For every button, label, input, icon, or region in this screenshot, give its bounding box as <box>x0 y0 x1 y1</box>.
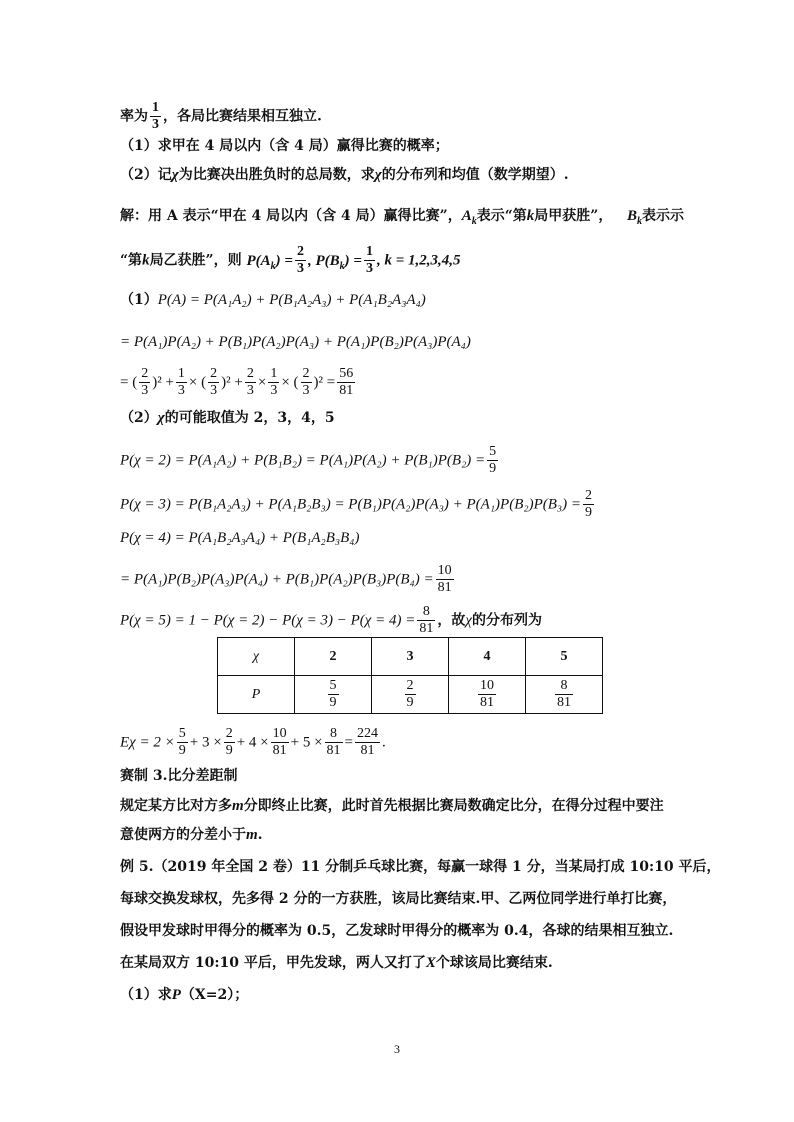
table-row <box>218 676 603 714</box>
text-line: “第k局乙获胜”，则 $P(A_k)$ = $\frac{2}{3}$ , $P(B_k)$ = $\frac{1}{3}$ , k = 1,2,3,4,5 <box>120 244 461 276</box>
table-header-cell: 5 <box>526 638 603 676</box>
text-line: P(χ = 4) = P(A₁B₂A₃A₄) + P(B₁A₂B₃B₄) <box>120 530 360 546</box>
page-number: 3 <box>394 1042 400 1056</box>
text-line: 例 5.（2019 年全国 2 卷）11 分制乒乓球比赛，每赢一球得 1 分，当某局打成 10:10 平后， <box>120 859 721 875</box>
text-line: 规定某方比对方多m分即终止比赛，此时首先根据比赛局数确定比分，在得分过程中要注 <box>120 798 664 814</box>
text-line: = ( $\frac{2}{3}$ )² + $\frac{1}{3}$ × ( $\frac{2}{3}$ )² + $\frac{2}{3}$ × $\frac{1}{3}$ × ( $\frac{2}{3}$ )² = $\frac{56}{81}$ <box>120 366 354 398</box>
text-line: P(χ = 5) = 1 − P(χ = 2) − P(χ = 3) − P(χ = 4) = $\frac{8}{81}$ ，故χ的分布列为 <box>120 604 542 636</box>
text-line: 率为 $\frac{1}{3}$ ，各局比赛结果相互独立. <box>120 100 322 132</box>
section-heading: 赛制 3.比分差距制 <box>120 768 238 784</box>
table-header-cell: 3 <box>372 638 449 676</box>
text-line: 在某局双方 10:10 平后，甲先发球，两人又打了X个球该局比赛结束. <box>120 955 553 971</box>
table-row <box>218 638 603 676</box>
text-line: P(χ = 3) = P(B₁A₂A₃) + P(A₁B₂B₃) = P(B₁)P(A₂)P(A₃) + P(A₁)P(B₂)P(B₃) = $\frac{2}{9}$ <box>120 488 592 520</box>
table-header-cell: 4 <box>449 638 526 676</box>
text-line: Eχ = 2 × $\frac{5}{9}$ + 3 × $\frac{2}{9}$ + 4 × $\frac{10}{81}$ + 5 × $\frac{8}{81}$ = $\frac{224}{81}$ . <box>120 726 386 758</box>
table-header-cell: 2 <box>295 638 372 676</box>
table-cell: P <box>218 676 295 714</box>
text-line: （2）记χ为比赛决出胜负时的总局数，求χ的分布列和均值（数学期望）. <box>120 167 569 183</box>
text-line: 每球交换发球权，先多得 2 分的一方获胜，该局比赛结束.甲、乙两位同学进行单打比赛， <box>120 891 677 907</box>
distribution-table <box>217 637 603 714</box>
text-line: （1）求甲在 4 局以内（含 4 局）赢得比赛的概率； <box>120 138 449 154</box>
table-cell: $\frac{5}{9}$ <box>295 676 372 714</box>
text-line: 意使两方的分差小于m. <box>120 827 263 843</box>
text-line: = P(A₁)P(A₂) + P(B₁)P(A₂)P(A₃) + P(A₁)P(B₂)P(A₃)P(A₄) <box>120 334 471 350</box>
text-line: （1）求P（X=2）； <box>120 987 249 1003</box>
text-line: （1）P(A) = P(A₁A₂) + P(B₁A₂A₃) + P(A₁B₂A₃A₄) <box>120 292 426 308</box>
table-cell: $\frac{10}{81}$ <box>449 676 526 714</box>
text-line: = P(A₁)P(B₂)P(A₃)P(A₄) + P(B₁)P(A₂)P(B₃)P(B₄) = $\frac{10}{81}$ <box>120 563 452 595</box>
text-line: 解：用 A 表示“甲在 4 局以内（含 4 局）赢得比赛”，$A_k$表示“第k局甲获胜”， $B_k$表示示 <box>120 208 684 227</box>
table-cell: $\frac{8}{81}$ <box>526 676 603 714</box>
fraction: $\frac{1}{3}$ <box>152 100 159 132</box>
text-line: （2）χ的可能取值为 2，3，4，5 <box>120 410 335 426</box>
text-line: P(χ = 2) = P(A₁A₂) + P(B₁B₂) = P(A₁)P(A₂) + P(B₁)P(B₂) = $\frac{5}{9}$ <box>120 444 497 476</box>
text-line: 假设甲发球时甲得分的概率为 0.5，乙发球时甲得分的概率为 0.4，各球的结果相互独立. <box>120 923 674 939</box>
table-cell: $\frac{2}{9}$ <box>372 676 449 714</box>
table-header-cell: χ <box>218 638 295 676</box>
